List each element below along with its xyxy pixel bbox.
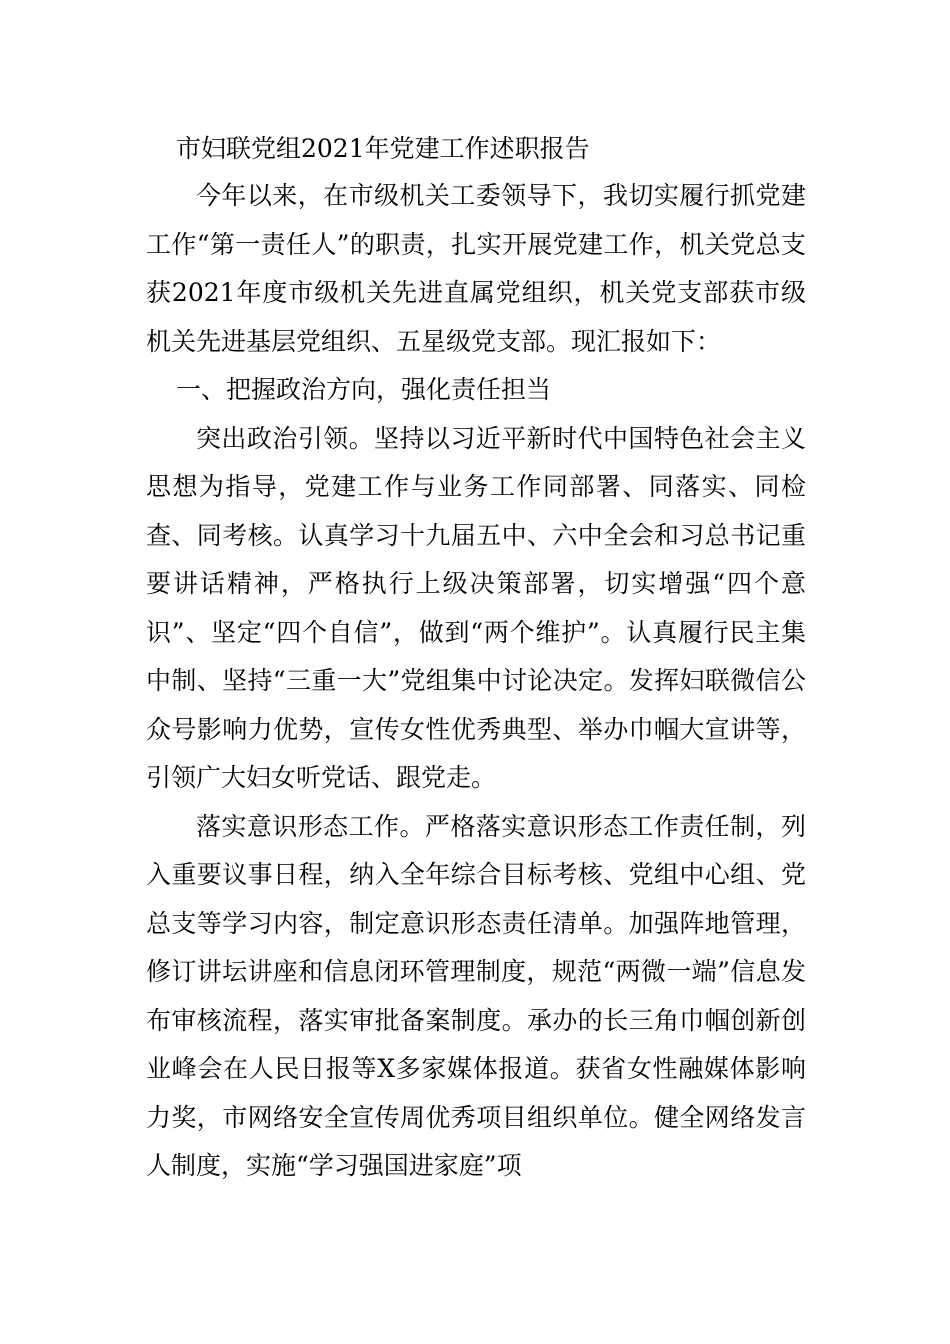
section-heading: 一、把握政治方向，强化责任担当 — [176, 375, 552, 404]
ideology-work-paragraph: 落实意识形态工作。严格落实意识形态工作责任制，列入重要议事日程，纳入全年综合目标考核、党组中心组、党总支等学习内容，制定意识形态责任清单。加强阵地管理，修订讲坛讲座和信息闭环管理制度，规范“两微一端”信息发布审核流程，落实审批备案制度。承办的长三角巾帼创新创业峰会在人民日报等X多家媒体报道。获省女性融媒体影响力奖，市网络安全宣传周优秀项目组织单位。健全网络发言人制度，实施“学习强国进家庭”项 — [146, 811, 806, 1180]
document-title: 市妇联党组2021年党建工作述职报告 — [176, 134, 590, 163]
political-guidance-paragraph: 突出政治引领。坚持以习近平新时代中国特色社会主义思想为指导，党建工作与业务工作同部署、同落实、同检查、同考核。认真学习十九届五中、六中全会和习总书记重要讲话精神，严格执行上级决策部署，切实增强“四个意识”、坚定“四个自信”，做到“两个维护”。认真履行民主集中制、坚持“三重一大”党组集中讨论决定。发挥妇联微信公众号影响力优势，宣传女性优秀典型、举办巾帼大宣讲等，引领广大妇女听党话、跟党走。 — [146, 423, 806, 792]
intro-paragraph: 今年以来，在市级机关工委领导下，我切实履行抓党建工作“第一责任人”的职责，扎实开展党建工作，机关党总支获2021年度市级机关先进直属党组织，机关党支部获市级机关先进基层党组织、五星级党支部。现汇报如下： — [146, 181, 806, 356]
document-page — [146, 126, 806, 1191]
